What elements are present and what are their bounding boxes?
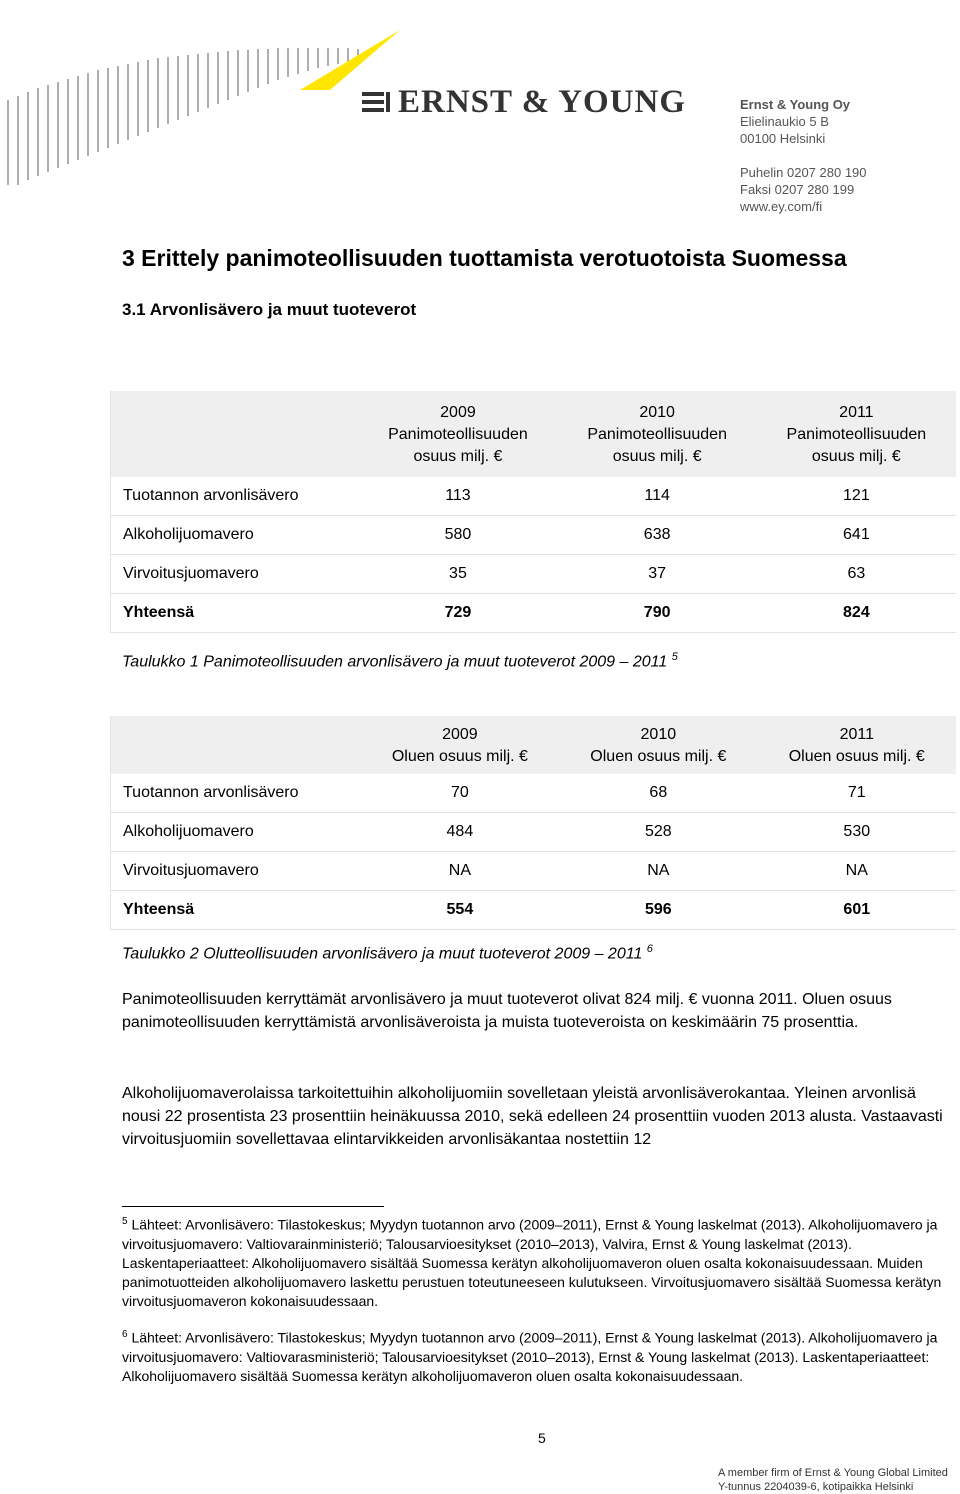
table-cell: 113 (358, 477, 557, 516)
column-header-2010: 2010 Oluen osuus milj. € (559, 716, 757, 774)
city-address: 00100 Helsinki (740, 131, 826, 146)
footnote-ref-5: 5 (671, 651, 678, 663)
firm-name: Ernst & Young Oy (740, 97, 851, 112)
table-cell: 601 (758, 891, 956, 930)
subsection-heading: 3.1 Arvonlisävero ja muut tuoteverot (122, 300, 417, 319)
row-label: Virvoitusjuomavero (111, 852, 361, 891)
ernst-young-logo (362, 84, 686, 121)
table-cell: 528 (559, 813, 757, 852)
table-cell: 596 (559, 891, 757, 930)
phone-number: Puhelin 0207 280 190 (740, 165, 867, 180)
table-cell: 580 (358, 516, 557, 555)
ey-logo-icon (362, 88, 392, 118)
table-cell: NA (361, 852, 559, 891)
body-paragraph: Alkoholijuomaverolaissa tarkoitettuihin alkoholijuomiin sovelletaan yleistä arvonlisäverokantaa. Yleinen arvonlisä nousi 22 prosentista 23 prosenttiin heinäkuussa 2010, sekä edelleen 24 prosenttiin vuoden 2013 alusta. Vastaavasti virvoitusjuomiin sovellettavaa elintarvikkeiden arvonlisäkantaa nostettiin 12 (122, 1085, 943, 1148)
table-cell: 37 (558, 555, 757, 594)
contact-block (740, 96, 867, 215)
table-cell: 638 (558, 516, 757, 555)
street-address: Elielinaukio 5 B (740, 114, 829, 129)
table-cell: NA (559, 852, 757, 891)
table-cell: 121 (757, 477, 956, 516)
header-empty-cell (111, 391, 359, 477)
logo-text: ERNST & YOUNG (398, 84, 687, 120)
table-header-row (111, 716, 957, 774)
header-empty-cell (111, 716, 361, 774)
table-row (111, 774, 957, 813)
column-header-2009: 2009 Oluen osuus milj. € (361, 716, 559, 774)
footnote-ref-6: 6 (646, 943, 653, 955)
table-cell: 484 (361, 813, 559, 852)
table1-caption: Taulukko 1 Panimoteollisuuden arvonlisävero ja muut tuoteverot 2009 – 2011 $^5$ (122, 651, 678, 671)
column-header-2009: 2009 Panimoteollisuuden osuus milj. € (358, 391, 557, 477)
body-paragraph: Panimoteollisuuden kerryttämät arvonlisävero ja muut tuoteverot olivat 824 milj. € vuonna 2011. Oluen osuus panimoteollisuuden kerryttämistä arvonlisäveroista ja muista tuoteveroista on keskimäärin 75 prosenttia. (122, 991, 892, 1031)
table-cell: 824 (757, 594, 956, 633)
column-header-2011: 2011 Panimoteollisuuden osuus milj. € (757, 391, 956, 477)
table-cell: 35 (358, 555, 557, 594)
footnote-6: $^6$ Lähteet: Arvonlisävero: Tilastokeskus; Myydyn tuotannon arvo (2009–2011), Ernst & Young laskelmat (2013). Alkoholijuomavero ja virvoitusjuomavero: Valtiovarasministeriö; Talousarvioesitykset (2010–2013), Ernst & Young laskelmat (2013). Laskentaperiaatteet: Alkoholijuomavero sisältää Suomessa kerätyn alkoholijuomaveron oluen osalta kokonaisuudessaan. (122, 1329, 938, 1384)
row-label: Tuotannon arvonlisävero (111, 774, 361, 813)
beer-tax-table (110, 716, 956, 930)
table-total-row (111, 594, 957, 633)
row-label: Virvoitusjuomavero (111, 555, 359, 594)
table-cell: 114 (558, 477, 757, 516)
table2-caption: Taulukko 2 Olutteollisuuden arvonlisävero ja muut tuoteverot 2009 – 2011 $^6$ (122, 943, 653, 963)
row-label: Alkoholijuomavero (111, 516, 359, 555)
logo-rays-graphic (0, 30, 400, 190)
table-cell: 71 (758, 774, 956, 813)
table-row (111, 477, 957, 516)
row-label: Yhteensä (111, 594, 359, 633)
website-link[interactable]: www.ey.com/fi (740, 199, 823, 214)
table-cell: 530 (758, 813, 956, 852)
page-footer: A member firm of Ernst & Young Global Limited Y-tunnus 2204039-6, kotipaikka Helsinki (718, 1467, 948, 1493)
table-header-row (111, 391, 957, 477)
table-cell: 63 (757, 555, 956, 594)
footnote-divider (122, 1206, 384, 1207)
table-row (111, 852, 957, 891)
table-total-row (111, 891, 957, 930)
table-cell: 68 (559, 774, 757, 813)
table-cell: 641 (757, 516, 956, 555)
column-header-2010: 2010 Panimoteollisuuden osuus milj. € (558, 391, 757, 477)
table-cell: 554 (361, 891, 559, 930)
brewery-tax-table (110, 391, 956, 633)
page-number: 5 (538, 1430, 546, 1446)
section-heading: 3 Erittely panimoteollisuuden tuottamista verotuotoista Suomessa (122, 245, 847, 271)
fax-number: Faksi 0207 280 199 (740, 182, 855, 197)
table-row (111, 555, 957, 594)
row-label: Alkoholijuomavero (111, 813, 361, 852)
table-cell: NA (758, 852, 956, 891)
footnote-5: $^5$ Lähteet: Arvonlisävero: Tilastokeskus; Myydyn tuotannon arvo (2009–2011), Ernst & Young laskelmat (2013). Alkoholijuomavero ja virvoitusjuomavero: Valtiovarainministeriö; Talousarvioesitykset (2010–2013), Valvira, Ernst & Young laskelmat (2013). Laskentaperiaatteet: Alkoholijuomavero sisältää Suomessa kerätyn alkoholijuomaveron oluen osalta kokonaisuudessaan. Muiden panimotuotteiden alkoholijuomavero laskettu perustuen toteutuneeseen kulutukseen. Virvoitusjuomavero sisältää Suomessa kerätyn virvoitusjuomaveron kokonaisuudessaan. (122, 1216, 942, 1309)
row-label: Yhteensä (111, 891, 361, 930)
row-label: Tuotannon arvonlisävero (111, 477, 359, 516)
table-cell: 790 (558, 594, 757, 633)
table-row (111, 813, 957, 852)
column-header-2011: 2011 Oluen osuus milj. € (758, 716, 956, 774)
table-cell: 70 (361, 774, 559, 813)
table-row (111, 516, 957, 555)
table-cell: 729 (358, 594, 557, 633)
